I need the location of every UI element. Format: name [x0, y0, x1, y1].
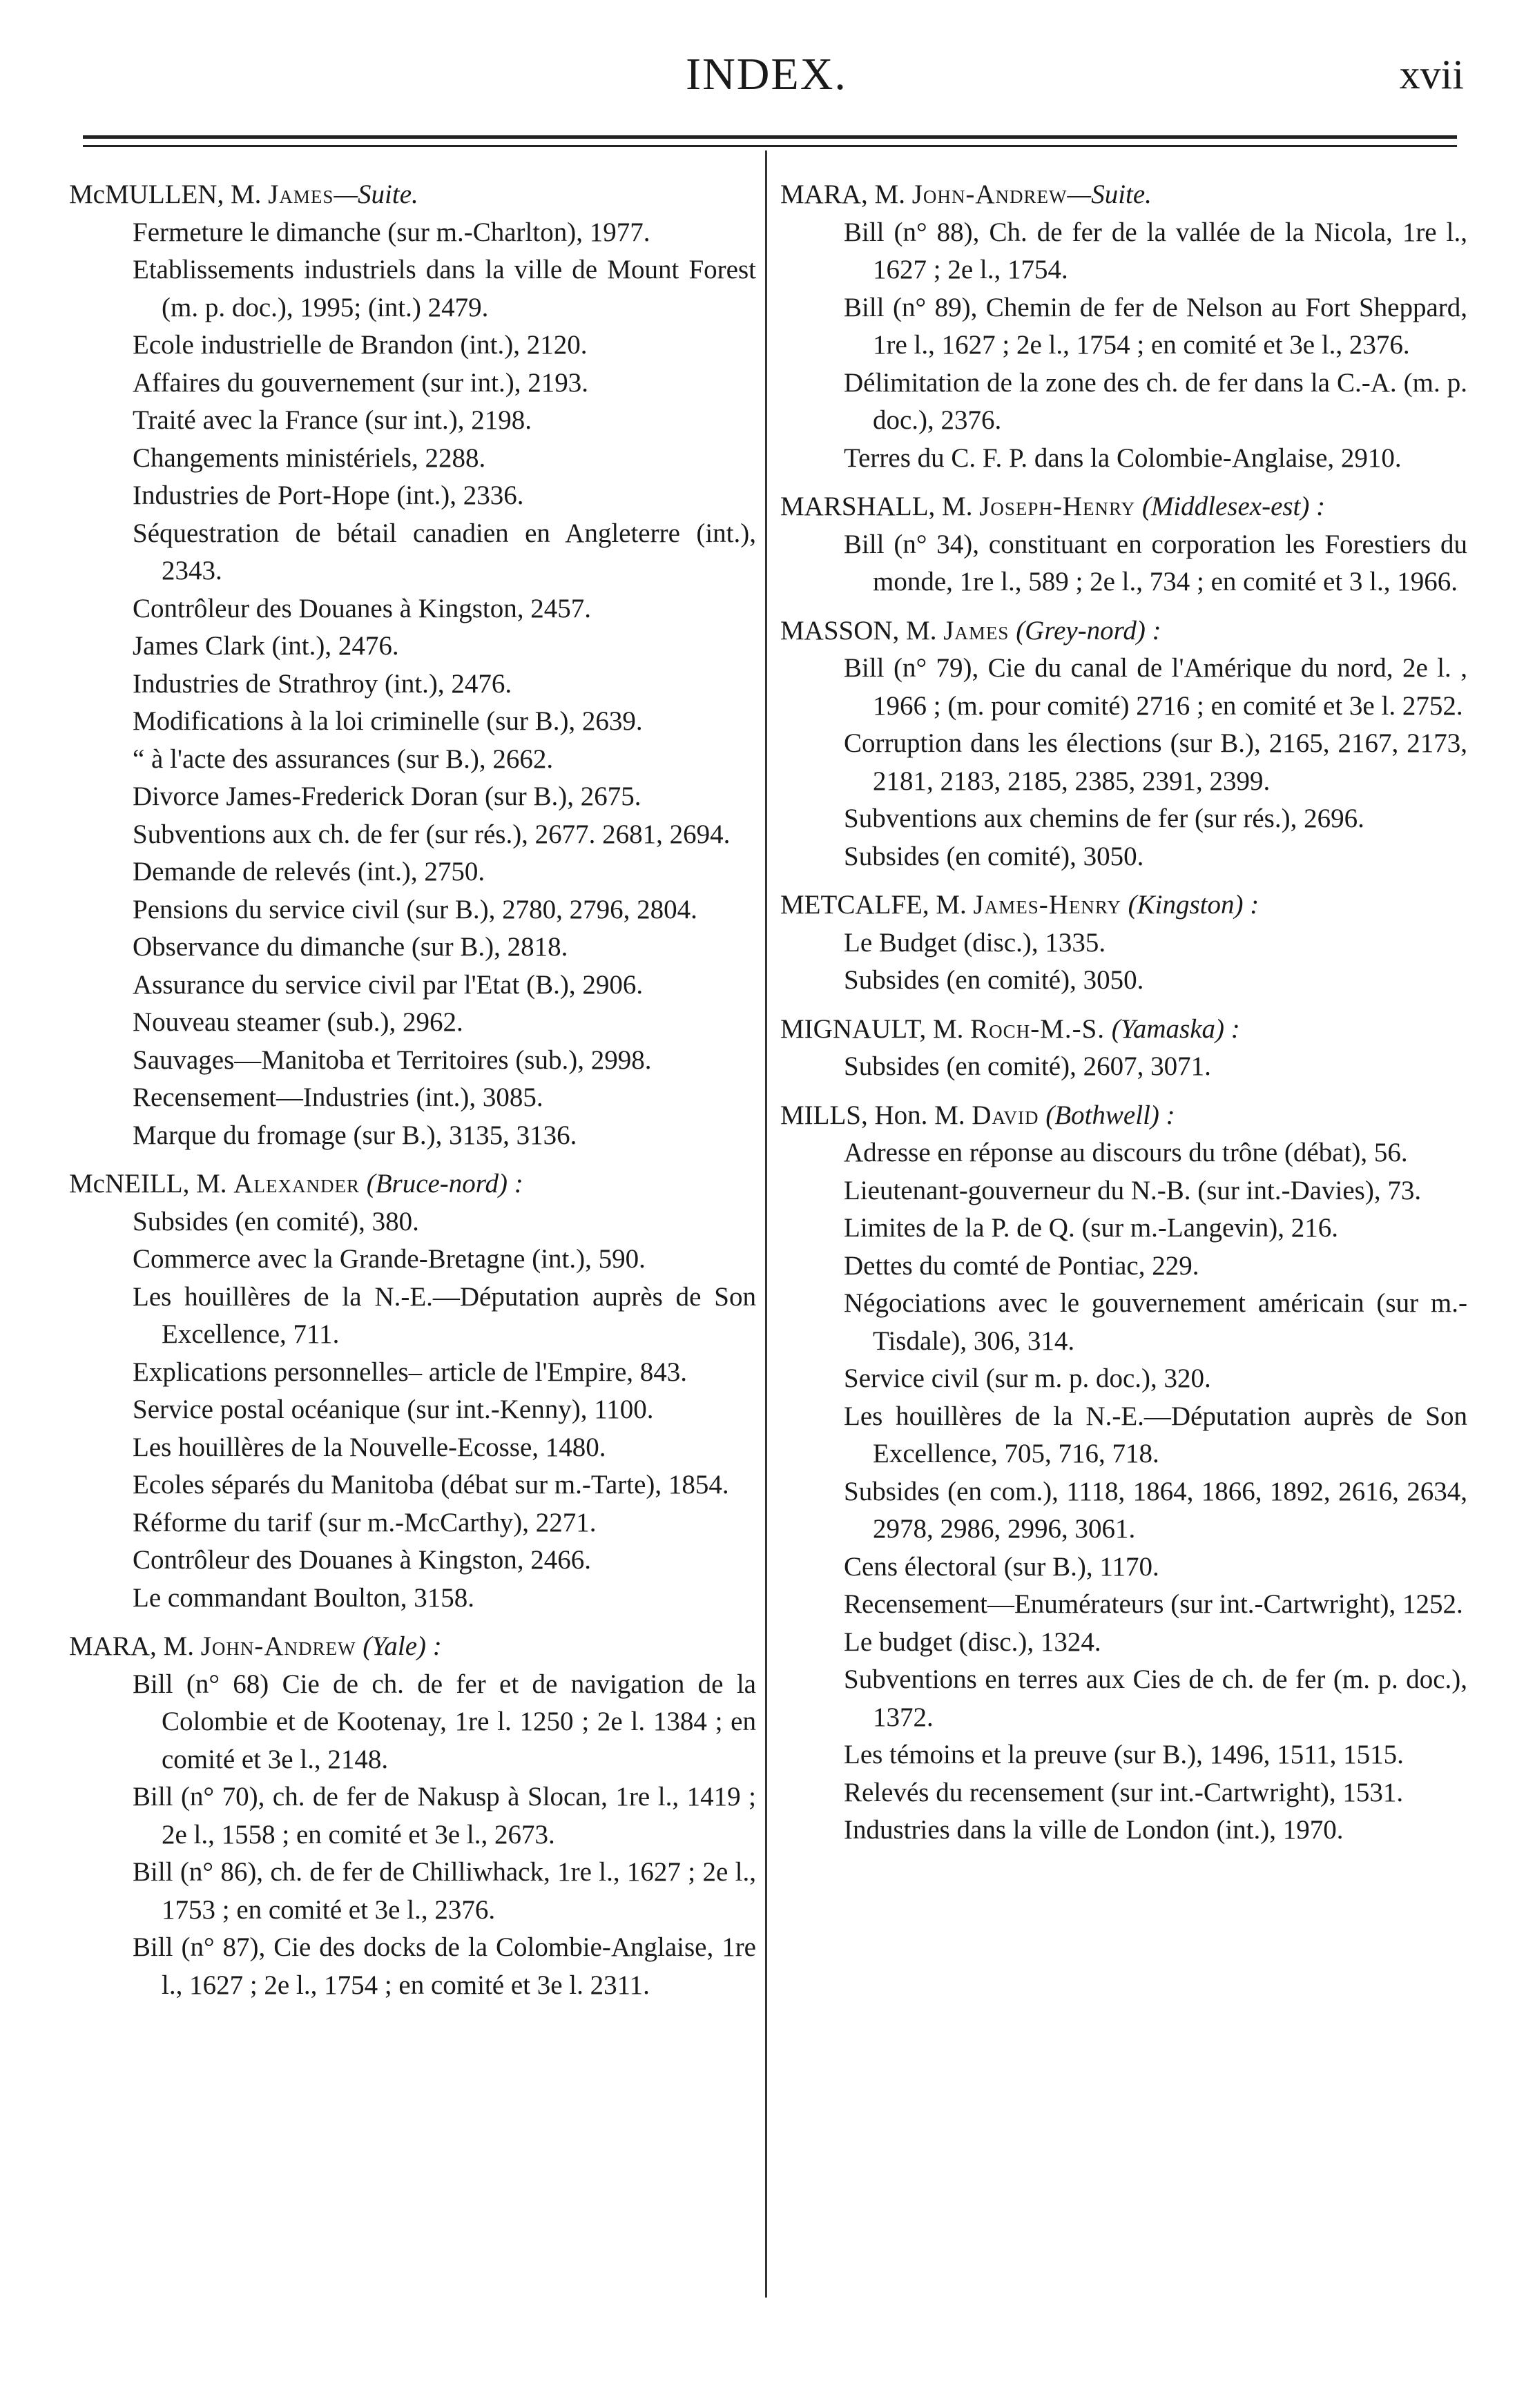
entry-given-name: James: [268, 179, 334, 209]
entry-constituency: (Kingston) :: [1128, 890, 1259, 920]
index-reference: Le commandant Boulton, 3158.: [133, 1582, 475, 1613]
index-reference: Bill (n° 68) Cie de ch. de fer et de navigation de la Colombie et de Kootenay, 1re l. 1250 ; 2e l. 1384 ; en comité et 3e l., 2148.: [133, 1669, 756, 1774]
index-reference: Terres du C. F. P. dans la Colombie-Anglaise, 2910.: [844, 443, 1402, 473]
entry-surname: McMULLEN, M.: [69, 179, 262, 209]
index-reference: Bill (n° 88), Ch. de fer de la vallée de la Nicola, 1re l., 1627 ; 2e l., 1754.: [844, 217, 1467, 284]
index-reference: Contrôleur des Douanes à Kingston, 2457.: [133, 593, 591, 623]
index-reference: Les houillères de la N.-E.—Députation auprès de Son Excellence, 711.: [133, 1281, 756, 1349]
index-entry: [780, 176, 1467, 477]
index-reference: Bill (n° 70), ch. de fer de Nakusp à Slocan, 1re l., 1419 ; 2e l., 1558 ; en comité et 3e l., 2673.: [133, 1782, 756, 1849]
entry-items: [133, 214, 756, 1155]
entry-items: [844, 1048, 1467, 1086]
index-entry: [780, 1097, 1467, 1849]
entry-constituency: (Bothwell) :: [1045, 1100, 1175, 1130]
index-reference: James Clark (int.), 2476.: [133, 631, 399, 661]
entry-constituency: (Yamaska) :: [1111, 1013, 1240, 1044]
index-reference: Service postal océanique (sur int.-Kenny), 1100.: [133, 1395, 654, 1424]
index-reference: Négociations avec le gouvernement américain (sur m.-Tisdale), 306, 314.: [844, 1288, 1467, 1356]
index-reference: Adresse en réponse au discours du trône (débat), 56.: [844, 1138, 1408, 1167]
entry-constituency: —Suite.: [334, 179, 418, 209]
page-number: xvii: [1399, 52, 1464, 97]
entry-heading: [780, 612, 1467, 650]
index-reference: Réforme du tarif (sur m.-McCarthy), 2271.: [133, 1507, 597, 1537]
entry-items: [844, 924, 1467, 1000]
index-reference: Changements ministériels, 2288.: [133, 443, 486, 473]
index-reference: Observance du dimanche (sur B.), 2818.: [133, 932, 568, 962]
index-reference: Subventions en terres aux Cies de ch. de fer (m. p. doc.), 1372.: [844, 1664, 1467, 1732]
index-reference: Assurance du service civil par l'Etat (B.), 2906.: [133, 969, 644, 1000]
index-entry: [69, 176, 756, 1154]
index-reference: Le Budget (disc.), 1335.: [844, 927, 1106, 958]
index-reference: Subsides (en comité), 3050.: [844, 965, 1144, 995]
entry-constituency: (Yale) :: [363, 1631, 442, 1661]
page-header: [69, 41, 1464, 110]
page-title: INDEX.: [686, 49, 847, 99]
entry-items: [133, 1203, 756, 1618]
entry-surname: MARA, M.: [69, 1631, 194, 1661]
entry-given-name: Roch-M.-S.: [970, 1013, 1106, 1044]
entry-surname: MARSHALL, M.: [780, 492, 973, 521]
entry-heading: [69, 1628, 756, 1666]
column-divider: [765, 150, 767, 2298]
entry-heading: [69, 1165, 756, 1203]
entry-given-name: Joseph-Henry: [979, 492, 1136, 521]
entry-given-name: David: [972, 1100, 1039, 1130]
entry-given-name: John-Andrew: [911, 179, 1068, 209]
entry-surname: MASSON, M.: [780, 615, 937, 645]
index-reference: Délimitation de la zone des ch. de fer dans la C.-A. (m. p. doc.), 2376.: [844, 367, 1467, 435]
index-reference: “ à l'acte des assurances (sur B.), 2662.: [133, 744, 554, 774]
index-reference: Bill (n° 86), ch. de fer de Chilliwhack, 1re l., 1627 ; 2e l., 1753 ; en comité et 3e l., 2376.: [133, 1857, 756, 1925]
entry-surname: McNEILL, M.: [69, 1169, 227, 1198]
index-reference: Subsides (en com.), 1118, 1864, 1866, 1892, 2616, 2634, 2978, 2986, 2996, 3061.: [844, 1476, 1467, 1544]
index-reference: Les houillères de la N.-E.—Députation auprès de Son Excellence, 705, 716, 718.: [844, 1401, 1467, 1468]
index-reference: Subventions aux chemins de fer (sur rés.), 2696.: [844, 804, 1364, 833]
entry-items: [133, 1666, 756, 2005]
index-reference: Subsides (en comité), 3050.: [844, 841, 1144, 871]
entry-items: [844, 526, 1467, 601]
entry-surname: MARA, M.: [780, 179, 905, 209]
entry-constituency: (Middlesex-est) :: [1141, 492, 1326, 521]
left-column: [69, 176, 756, 2015]
index-entry: [780, 1011, 1467, 1086]
index-reference: Traité avec la France (sur int.), 2198.: [133, 405, 532, 435]
index-entry: [69, 1165, 756, 1617]
index-reference: Cens électoral (sur B.), 1170.: [844, 1551, 1159, 1582]
index-reference: Corruption dans les élections (sur B.), 2165, 2167, 2173, 2181, 2183, 2185, 2385, 2391, 2399.: [844, 728, 1467, 796]
index-reference: Commerce avec la Grande-Bretagne (int.), 590.: [133, 1244, 646, 1274]
index-reference: Relevés du recensement (sur int.-Cartwright), 1531.: [844, 1777, 1404, 1807]
index-reference: Subsides (en comité), 380.: [133, 1206, 419, 1236]
index-reference: Les témoins et la preuve (sur B.), 1496, 1511, 1515.: [844, 1740, 1404, 1769]
index-reference: Explications personnelles– article de l'Empire, 843.: [133, 1357, 688, 1387]
index-reference: Divorce James-Frederick Doran (sur B.), 2675.: [133, 781, 641, 811]
index-reference: Recensement—Industries (int.), 3085.: [133, 1082, 543, 1112]
entry-items: [844, 214, 1467, 478]
entry-items: [844, 1134, 1467, 1849]
entry-given-name: Alexander: [233, 1169, 360, 1198]
index-reference: Etablissements industriels dans la ville de Mount Forest (m. p. doc.), 1995; (int.) 2479.: [133, 255, 756, 322]
index-entry: [780, 886, 1467, 1000]
index-reference: Séquestration de bétail canadien en Angleterre (int.), 2343.: [133, 518, 756, 585]
index-reference: Limites de la P. de Q. (sur m.-Langevin), 216.: [844, 1213, 1338, 1243]
entry-surname: METCALFE, M.: [780, 890, 967, 920]
index-reference: Subsides (en comité), 2607, 3071.: [844, 1051, 1211, 1081]
index-reference: Affaires du gouvernement (sur int.), 2193.: [133, 367, 588, 398]
entry-items: [844, 650, 1467, 875]
index-reference: Fermeture le dimanche (sur m.-Charlton), 1977.: [133, 217, 650, 247]
index-reference: Industries dans la ville de London (int.), 1970.: [844, 1815, 1344, 1845]
right-column: [780, 176, 1467, 1861]
index-entry: [69, 1628, 756, 2004]
entry-given-name: James-Henry: [973, 890, 1121, 920]
index-reference: Ecole industrielle de Brandon (int.), 2120.: [133, 330, 588, 360]
index-reference: Bill (n° 89), Chemin de fer de Nelson au Fort Sheppard, 1re l., 1627 ; 2e l., 1754 ; en comité et 3e l., 2376.: [844, 292, 1467, 360]
index-reference: Bill (n° 87), Cie des docks de la Colombie-Anglaise, 1re l., 1627 ; 2e l., 1754 ; en comité et 3e l. 2311.: [133, 1932, 756, 2000]
index-reference: Les houillères de la Nouvelle-Ecosse, 1480.: [133, 1432, 606, 1462]
index-reference: Contrôleur des Douanes à Kingston, 2466.: [133, 1545, 591, 1575]
index-reference: Ecoles séparés du Manitoba (débat sur m.-Tarte), 1854.: [133, 1470, 729, 1499]
index-reference: Service civil (sur m. p. doc.), 320.: [844, 1363, 1211, 1393]
index-reference: Industries de Port-Hope (int.), 2336.: [133, 480, 524, 510]
index-reference: Modifications à la loi criminelle (sur B.), 2639.: [133, 706, 643, 736]
entry-constituency: —Suite.: [1067, 179, 1152, 209]
index-entry: [780, 612, 1467, 876]
index-reference: Demande de relevés (int.), 2750.: [133, 857, 485, 886]
index-entry: [780, 488, 1467, 601]
entry-constituency: (Bruce-nord) :: [366, 1169, 523, 1198]
index-reference: Nouveau steamer (sub.), 2962.: [133, 1007, 463, 1037]
index-reference: Sauvages—Manitoba et Territoires (sub.), 2998.: [133, 1045, 652, 1075]
index-reference: Bill (n° 34), constituant en corporation les Forestiers du monde, 1re l., 589 ; 2e l., 734 ; en comité et 3 l., 1966.: [844, 529, 1467, 596]
entry-constituency: (Grey-nord) :: [1016, 615, 1161, 645]
entry-heading: [780, 488, 1467, 526]
entry-heading: [780, 176, 1467, 214]
index-reference: Marque du fromage (sur B.), 3135, 3136.: [133, 1120, 577, 1150]
index-reference: Le budget (disc.), 1324.: [844, 1627, 1101, 1657]
entry-heading: [780, 1097, 1467, 1135]
header-rule-top: [83, 135, 1457, 139]
index-reference: Dettes du comté de Pontiac, 229.: [844, 1250, 1199, 1281]
index-reference: Industries de Strathroy (int.), 2476.: [133, 668, 512, 699]
entry-given-name: John-Andrew: [200, 1631, 356, 1661]
index-reference: Subventions aux ch. de fer (sur rés.), 2677. 2681, 2694.: [133, 819, 731, 849]
index-reference: Pensions du service civil (sur B.), 2780, 2796, 2804.: [133, 894, 697, 924]
entry-surname: MILLS, Hon. M.: [780, 1100, 965, 1130]
entry-surname: MIGNAULT, M.: [780, 1013, 964, 1044]
index-reference: Lieutenant-gouverneur du N.-B. (sur int.-Davies), 73.: [844, 1175, 1422, 1205]
entry-given-name: James: [943, 615, 1010, 645]
entry-heading: [780, 1011, 1467, 1049]
index-reference: Recensement—Enumérateurs (sur int.-Cartwright), 1252.: [844, 1589, 1463, 1619]
entry-heading: [780, 886, 1467, 924]
index-reference: Bill (n° 79), Cie du canal de l'Amérique du nord, 2e l. , 1966 ; (m. pour comité) 2716 ; en comité et 3e l. 2752.: [844, 653, 1467, 721]
entry-heading: [69, 176, 756, 214]
header-rule-bottom: [83, 145, 1457, 147]
